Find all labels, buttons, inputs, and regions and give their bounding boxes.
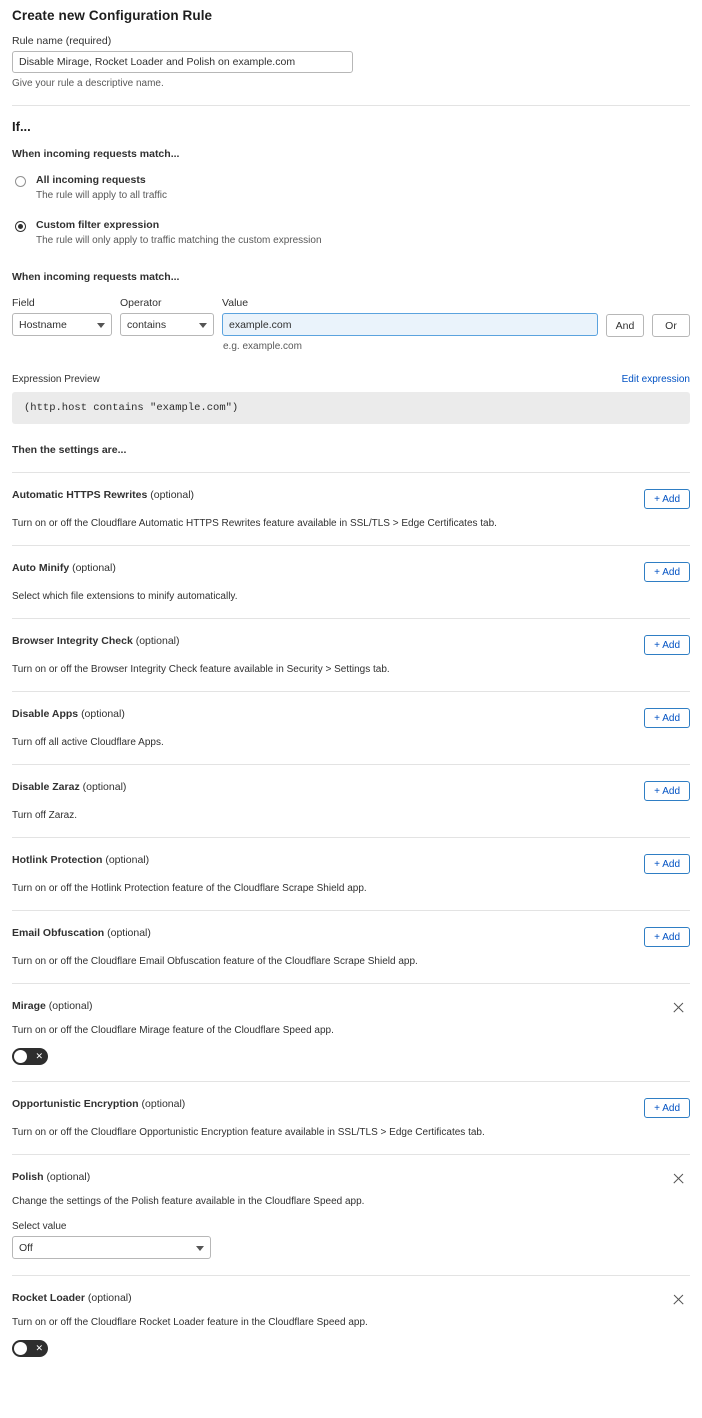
rule-name-input[interactable] [12,51,353,73]
radio-all-incoming-requests[interactable] [15,176,26,187]
setting-name: Email Obfuscation [12,927,105,940]
match-subheading: When incoming requests match... [12,148,180,160]
setting-toggle[interactable] [12,1340,48,1357]
remove-setting-icon[interactable] [671,1292,687,1308]
rule-name-label: Rule name (required) [12,35,112,47]
builder-subheading: When incoming requests match... [12,271,180,284]
setting-title [12,927,151,939]
operator-column [120,297,214,336]
setting-name: Mirage [12,1000,46,1013]
setting-optional: (optional) [107,927,151,940]
expression-preview-box: (http.host contains "example.com") [12,392,690,424]
setting-description: Change the settings of the Polish feature available in the Cloudflare Speed app. [12,1196,365,1208]
add-setting-button[interactable]: + Add [644,854,690,874]
setting-title [12,1171,90,1183]
add-setting-button[interactable]: + Add [644,635,690,655]
setting-name: Auto Minify [12,562,70,575]
field-column [12,297,112,336]
or-button[interactable]: Or [652,314,690,337]
filter-builder-row [12,297,690,352]
setting-optional: (optional) [150,489,195,502]
toggle-off-icon: ✕ [35,1343,43,1354]
toggle-knob [14,1050,27,1063]
setting-title [12,489,194,501]
setting-row [12,837,690,894]
expression-preview-label: Expression Preview [12,374,100,386]
page-title: Create new Configuration Rule [12,8,213,23]
setting-name: Opportunistic Encryption [12,1098,139,1111]
setting-name: Polish [12,1171,44,1184]
operator-select-value: contains [127,318,167,331]
value-label: Value [222,297,249,310]
value-helper: e.g. example.com [223,341,302,353]
setting-description: Turn on or off the Cloudflare Rocket Loader feature in the Cloudflare Speed app. [12,1317,368,1329]
setting-title [12,781,126,793]
setting-optional: (optional) [135,635,180,648]
radio-custom-filter-expression-desc: The rule will only apply to traffic matching the custom expression [36,234,322,246]
remove-setting-icon[interactable] [671,1000,687,1016]
operator-label: Operator [120,297,162,310]
setting-name: Rocket Loader [12,1292,85,1305]
chevron-down-icon [97,323,105,328]
field-select[interactable] [12,313,112,336]
setting-description: Turn off Zaraz. [12,810,78,822]
or-button-wrap [652,297,690,337]
if-section-heading: If... [12,119,31,134]
operator-select[interactable] [120,313,214,336]
setting-description: Turn on or off the Cloudflare Opportunistic Encryption feature available in SSL/TLS > Edge Certificates tab. [12,1127,485,1139]
setting-title [12,635,180,647]
setting-name: Hotlink Protection [12,854,103,867]
rule-name-helper: Give your rule a descriptive name. [12,78,164,89]
setting-name: Disable Zaraz [12,781,80,794]
remove-setting-icon[interactable] [671,1171,687,1187]
add-setting-button[interactable]: + Add [644,781,690,801]
setting-row [12,618,690,675]
and-button[interactable]: And [606,314,644,337]
setting-toggle[interactable] [12,1048,48,1065]
setting-row [12,472,690,529]
setting-optional: (optional) [87,1292,132,1305]
and-button-wrap [606,297,644,337]
setting-row [12,910,690,967]
setting-row [12,983,690,1065]
select-value-label: Select value [12,1221,67,1233]
add-setting-button[interactable]: + Add [644,1098,690,1118]
radio-option-all-incoming-requests[interactable] [12,174,690,203]
divider [12,105,690,106]
setting-optional: (optional) [46,1171,91,1184]
value-column [222,297,598,352]
setting-title [12,1098,185,1110]
setting-description: Select which file extensions to minify automatically. [12,591,238,603]
toggle-off-icon: ✕ [35,1051,43,1062]
chevron-down-icon [196,1246,204,1251]
setting-title [12,562,116,574]
setting-optional: (optional) [82,781,127,794]
radio-all-incoming-requests-desc: The rule will apply to all traffic [36,190,167,202]
field-label: Field [12,297,35,310]
setting-optional: (optional) [72,562,116,575]
setting-optional: (optional) [48,1000,93,1013]
add-setting-button[interactable]: + Add [644,708,690,728]
setting-name: Automatic HTTPS Rewrites [12,489,148,502]
setting-description: Turn on or off the Hotlink Protection feature of the Cloudflare Scrape Shield app. [12,883,367,895]
setting-title [12,1000,93,1012]
setting-row [12,691,690,748]
radio-custom-filter-expression-label: Custom filter expression [36,218,160,231]
field-select-value: Hostname [19,318,67,331]
setting-description: Turn on or off the Cloudflare Email Obfuscation feature of the Cloudflare Scrape Shield app. [12,956,418,968]
rule-name-group [12,35,690,89]
polish-value-select[interactable] [12,1236,211,1259]
setting-row [12,1081,690,1138]
setting-optional: (optional) [105,854,150,867]
setting-name: Disable Apps [12,708,79,721]
setting-description: Turn on or off the Cloudflare Automatic HTTPS Rewrites feature available in SSL/TLS > Edge Certificates tab. [12,518,497,530]
add-setting-button[interactable]: + Add [644,927,690,947]
edit-expression-link[interactable]: Edit expression [621,374,690,386]
then-settings-heading: Then the settings are... [12,444,127,457]
setting-title [12,854,149,866]
value-input[interactable] [222,313,598,336]
setting-row [12,764,690,821]
setting-title [12,708,125,720]
setting-description: Turn on or off the Cloudflare Mirage feature of the Cloudflare Speed app. [12,1025,334,1037]
setting-optional: (optional) [81,708,125,721]
radio-option-custom-filter-expression[interactable] [12,219,690,248]
polish-value-select-value: Off [19,1241,33,1254]
setting-row [12,1275,690,1357]
setting-row [12,545,690,602]
setting-name: Browser Integrity Check [12,635,133,648]
expression-preview-header [12,374,690,385]
radio-all-incoming-requests-label: All incoming requests [36,174,146,186]
add-setting-button[interactable]: + Add [644,562,690,582]
setting-title [12,1292,132,1304]
setting-optional: (optional) [141,1098,186,1111]
setting-description: Turn on or off the Browser Integrity Check feature available in Security > Settings tab. [12,664,390,676]
add-setting-button[interactable]: + Add [644,489,690,509]
chevron-down-icon [199,323,207,328]
setting-description: Turn off all active Cloudflare Apps. [12,737,164,749]
toggle-knob [14,1342,27,1355]
radio-custom-filter-expression[interactable] [15,221,26,232]
setting-row [12,1154,690,1259]
